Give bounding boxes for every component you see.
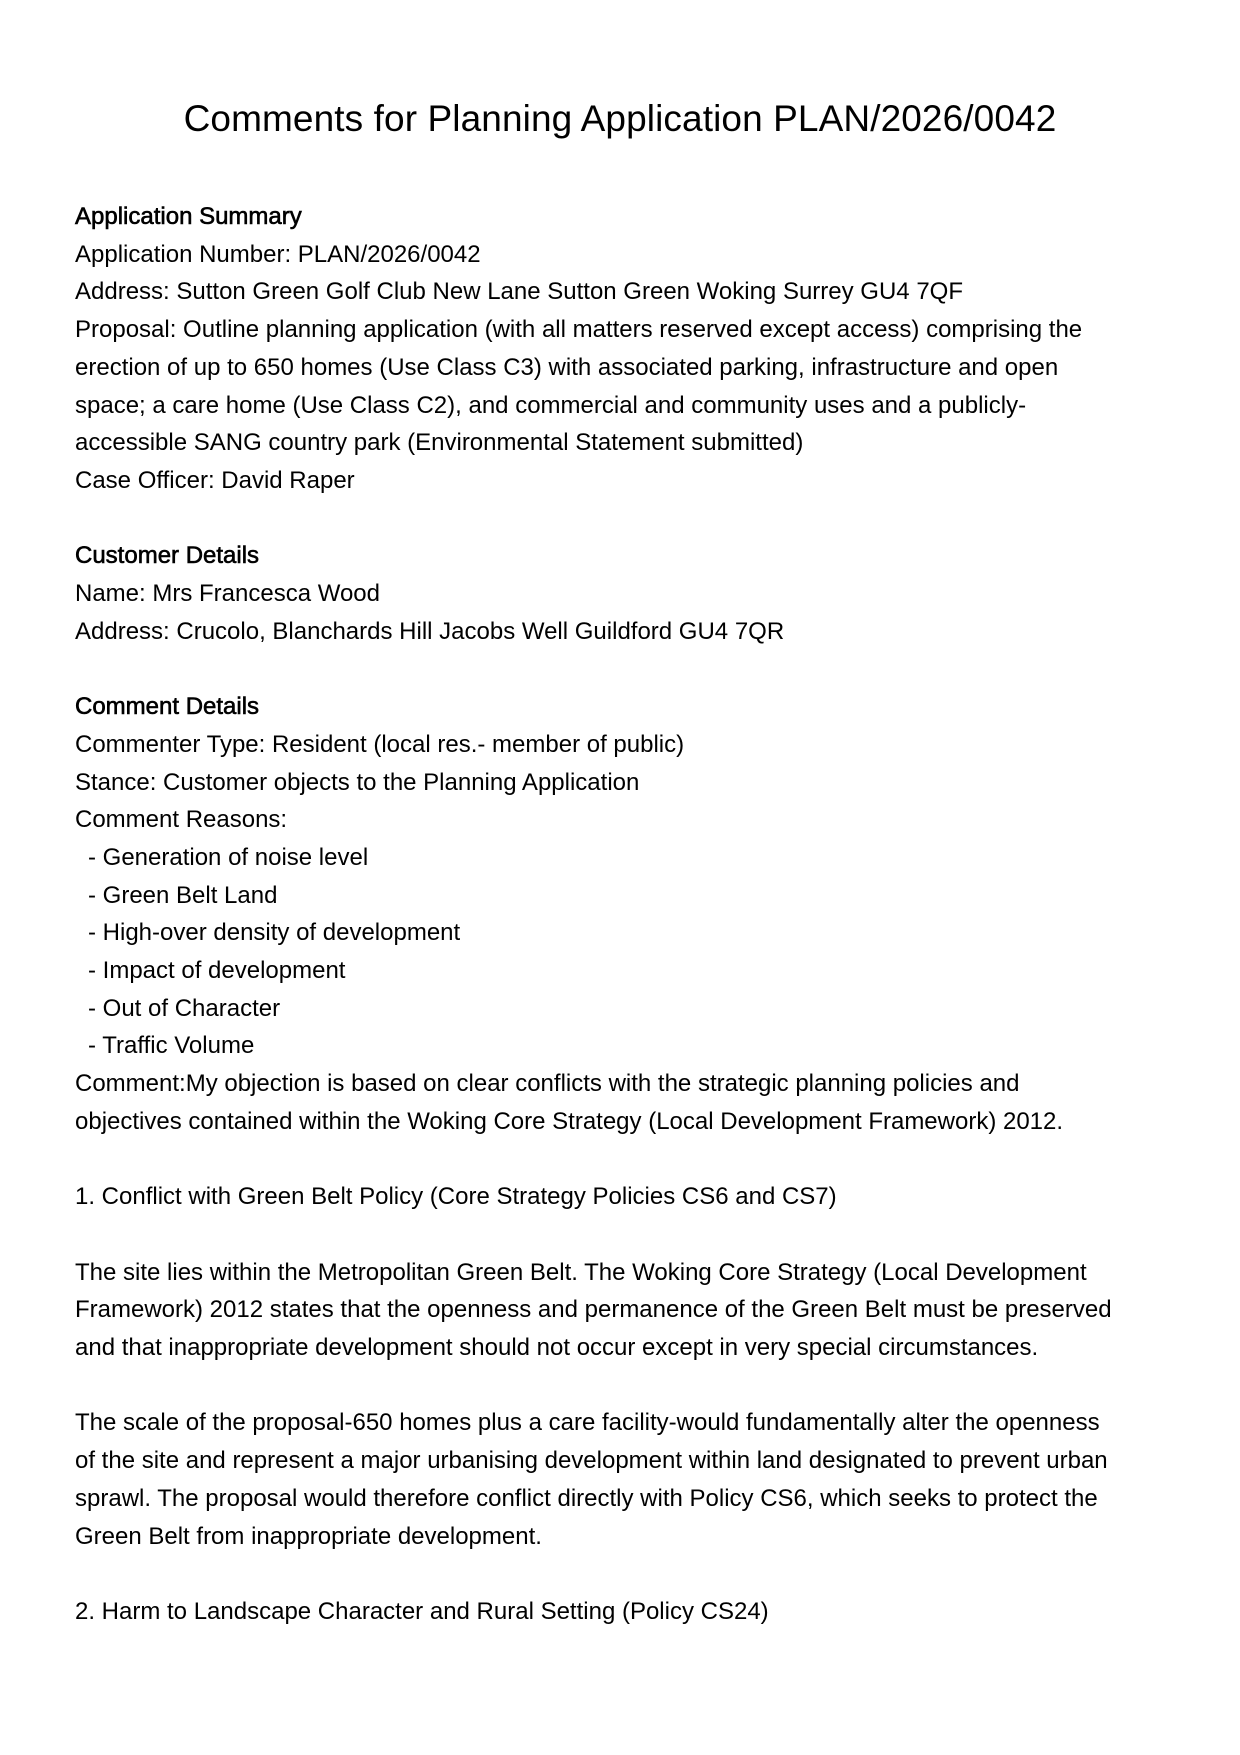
spacer	[75, 1141, 1175, 1179]
commenter-type: Commenter Type: Resident (local res.- member of public)	[75, 730, 685, 758]
application-address: Address: Sutton Green Golf Club New Lane Sutton Green Woking Surrey GU4 7QF	[75, 278, 963, 306]
comment-reason-item: - Green Belt Land	[88, 881, 278, 909]
comment-reason-item: - Generation of noise level	[88, 843, 369, 871]
section-1-heading: 1. Conflict with Green Belt Policy (Core Strategy Policies CS6 and CS7)	[75, 1183, 837, 1211]
comment-text-line: Comment:My objection is based on clear conflicts with the strategic planning policies and	[75, 1070, 1020, 1098]
proposal-line: space; a care home (Use Class C2), and commercial and community uses and a publicly-	[75, 391, 1027, 419]
paragraph-2-line: of the site and represent a major urbanising development within land designated to prevent urban	[75, 1447, 1108, 1475]
comment-reason-item: - High-over density of development	[88, 919, 461, 947]
customer-name: Name: Mrs Francesca Wood	[75, 580, 380, 608]
comment-reason-item: - Traffic Volume	[88, 1032, 255, 1060]
comment-text-line: objectives contained within the Woking Core Strategy (Local Development Framework) 2012.	[75, 1107, 1064, 1135]
paragraph-2-line: The scale of the proposal-650 homes plus a care facility-would fundamentally alter the openness	[75, 1409, 1100, 1437]
page-title: Comments for Planning Application PLAN/2026/0042	[183, 98, 1057, 139]
customer-details-section	[75, 537, 1175, 650]
customer-address: Address: Crucolo, Blanchards Hill Jacobs Well Guildford GU4 7QR	[75, 617, 785, 645]
proposal-line: erection of up to 650 homes (Use Class C3) with associated parking, infrastructure and open	[75, 353, 1059, 381]
customer-details-heading: Customer Details	[75, 542, 260, 570]
spacer	[75, 1216, 1175, 1254]
comment-reason-item: - Impact of development	[88, 957, 346, 985]
section-2-heading: 2. Harm to Landscape Character and Rural Setting (Policy CS24)	[75, 1597, 769, 1625]
proposal-line: accessible SANG country park (Environmental Statement submitted)	[75, 429, 804, 457]
paragraph-2-line: sprawl. The proposal would therefore conflict directly with Policy CS6, which seeks to protect the	[75, 1484, 1098, 1512]
paragraph-1-line: Framework) 2012 states that the openness and permanence of the Green Belt must be preserved	[75, 1296, 1112, 1324]
comment-details-section	[75, 688, 1175, 1631]
application-summary-heading: Application Summary	[75, 203, 302, 230]
spacer	[75, 650, 1175, 688]
paragraph-1-line: and that inappropriate development should not occur except in very special circumstances.	[75, 1334, 1039, 1362]
paragraph-2-line: Green Belt from inappropriate development.	[75, 1522, 542, 1550]
spacer	[75, 500, 1175, 538]
document-body	[75, 198, 1175, 1631]
spacer	[75, 1555, 1175, 1593]
stance: Stance: Customer objects to the Planning Application	[75, 768, 640, 796]
proposal-line: Proposal: Outline planning application (with all matters reserved except access) comprising the	[75, 316, 1083, 344]
comment-reason-item: - Out of Character	[88, 994, 281, 1022]
application-number: Application Number: PLAN/2026/0042	[75, 240, 481, 268]
application-summary-section	[75, 198, 1175, 500]
spacer	[75, 1367, 1175, 1405]
case-officer: Case Officer: David Raper	[75, 466, 355, 494]
comment-reasons-label: Comment Reasons:	[75, 806, 288, 834]
comment-details-heading: Comment Details	[75, 693, 260, 721]
paragraph-1-line: The site lies within the Metropolitan Green Belt. The Woking Core Strategy (Local Development	[75, 1258, 1087, 1286]
